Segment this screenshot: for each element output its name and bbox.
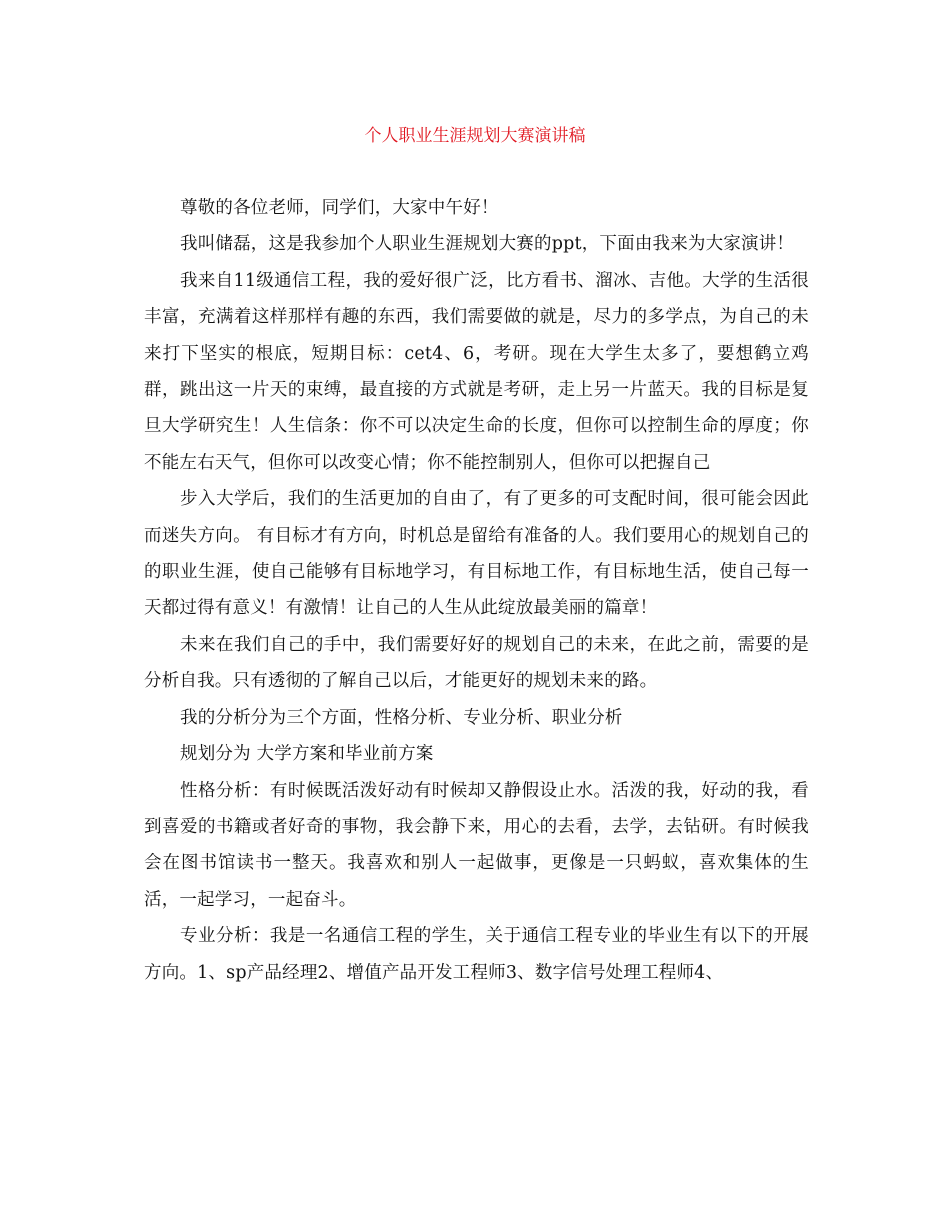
paragraph-university-life: 步入大学后，我们的生活更加的自由了，有了更多的可支配时间，很可能会因此而迷失方向。 有目标才有方向，时机总是留给有准备的人。我们要用心的规划自己的的职业生涯，使自己能够有目标地学习，有目标地工作，有目标地生活，使自己每一天都过得有意义！有激情！让自己的人生从此绽放最美丽的篇章！ bbox=[144, 489, 809, 619]
paragraph-personality-analysis: 性格分析：有时候既活泼好动有时候却又静假设止水。活泼的我，好动的我，看到喜爱的书籍或者好奇的事物，我会静下来，用心的去看，去学，去钻研。有时候我会在图书馆读书一整天。我喜欢和别人一起做事，更像是一只蚂蚁，喜欢集体的生活，一起学习，一起奋斗。 bbox=[144, 780, 809, 910]
document-body bbox=[144, 190, 809, 991]
paragraph-analysis-aspects: 我的分析分为三个方面，性格分析、专业分析、职业分析 bbox=[180, 707, 623, 728]
paragraph-plan-division: 规划分为 大学方案和毕业前方案 bbox=[180, 744, 434, 765]
paragraph-background: 我来自11级通信工程，我的爱好很广泛，比方看书、溜冰、吉他。大学的生活很丰富，充满着这样那样有趣的东西，我们需要做的就是，尽力的多学点，为自己的未来打下坚实的根底，短期目标：cet4、6，考研。现在大学生太多了，要想鹤立鸡群，跳出这一片天的束缚，最直接的方式就是考研，走上另一片蓝天。我的目标是复旦大学研究生！人生信条：你不可以决定生命的长度，但你可以控制生命的厚度；你不能左右天气，但你可以改变心情；你不能控制别人，但你可以把握自己 bbox=[144, 270, 809, 473]
document-title: 个人职业生涯规划大赛演讲稿 bbox=[364, 126, 586, 146]
paragraph-introduction: 我叫储磊，这是我参加个人职业生涯规划大赛的ppt，下面由我来为大家演讲！ bbox=[180, 234, 795, 255]
paragraph-self-analysis: 未来在我们自己的手中，我们需要好好的规划自己的未来，在此之前，需要的是分析自我。只有透彻的了解自己以后，才能更好的规划未来的路。 bbox=[144, 634, 809, 692]
paragraph-major-analysis: 专业分析：我是一名通信工程的学生，关于通信工程专业的毕业生有以下的开展方向。1、sp产品经理2、增值产品开发工程师3、数字信号处理工程师4、 bbox=[144, 926, 809, 983]
paragraph-greeting: 尊敬的各位老师，同学们，大家中午好！ bbox=[180, 198, 499, 218]
